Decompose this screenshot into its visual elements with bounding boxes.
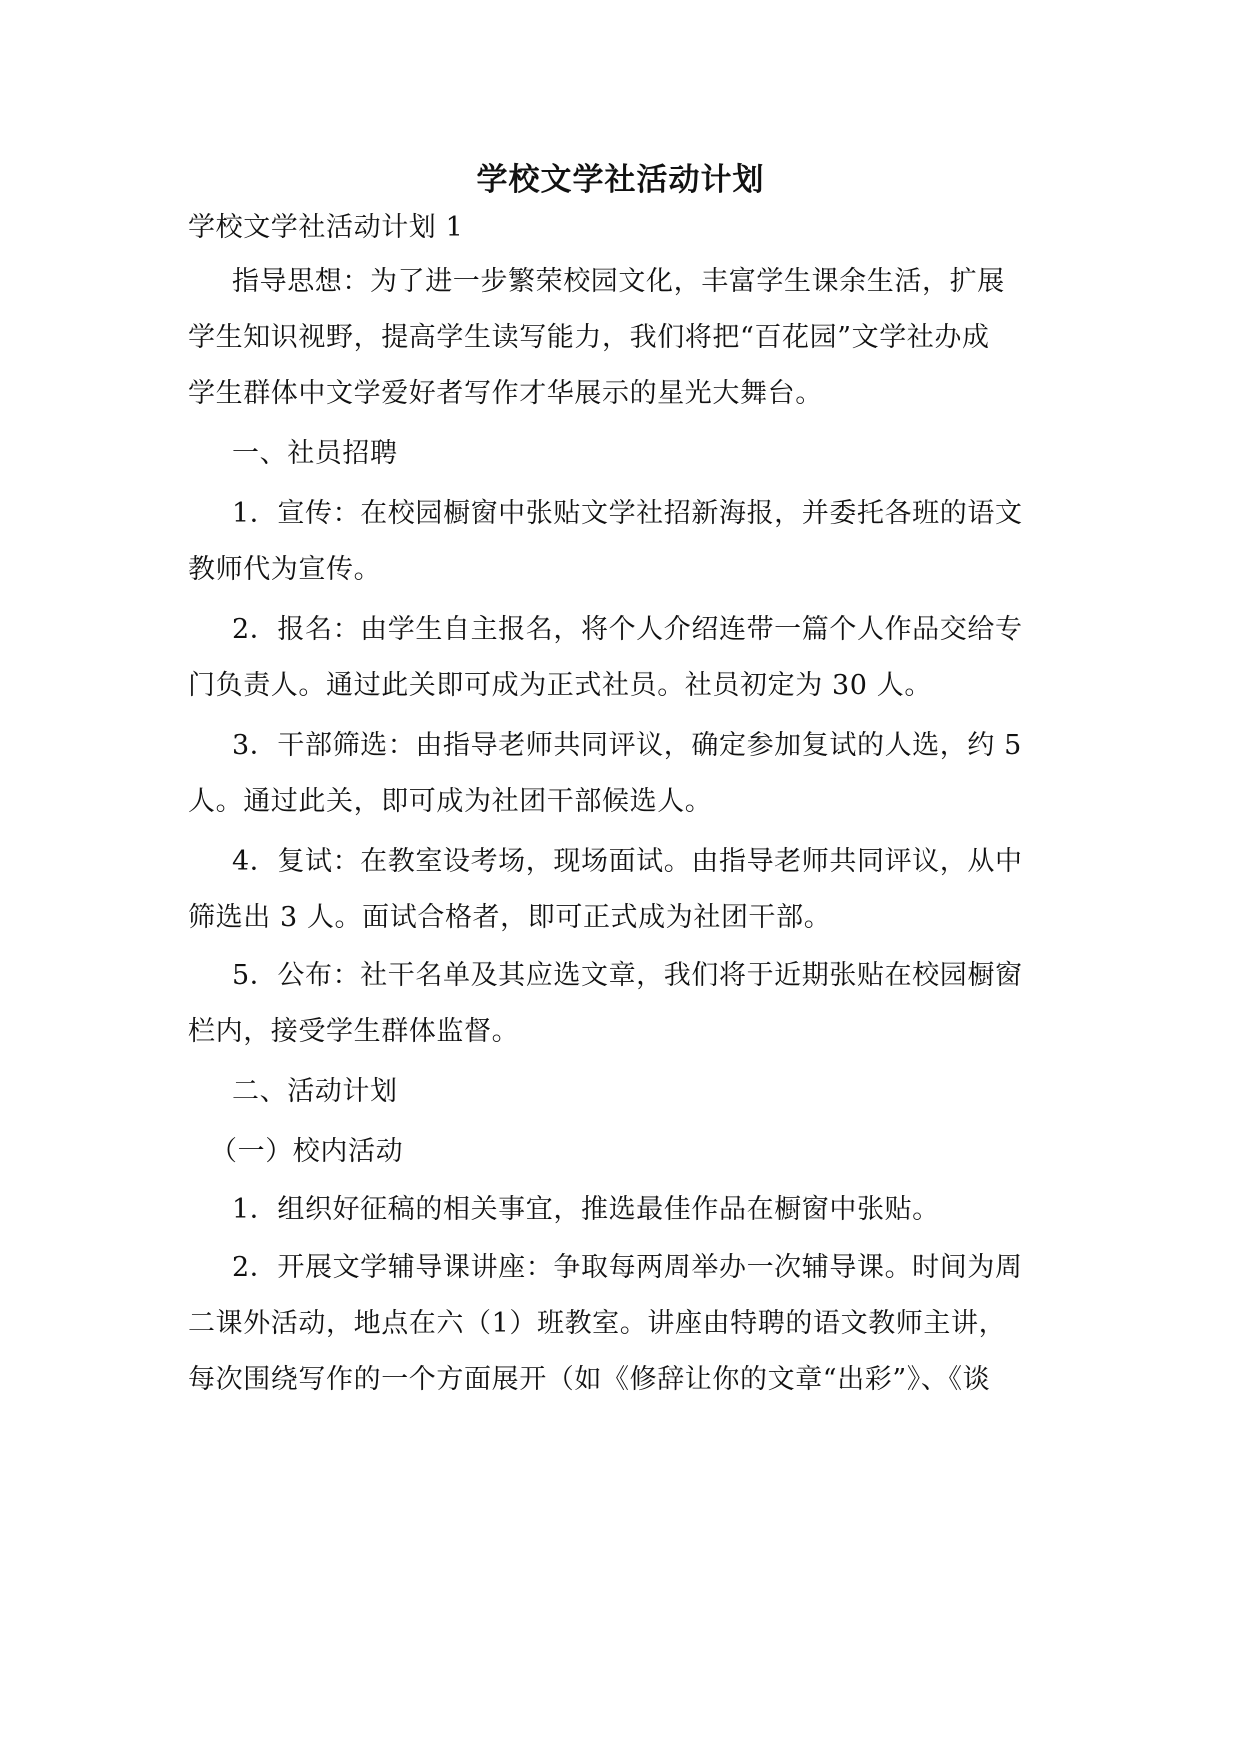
paragraph-line: 指导思想：为了进一步繁荣校园文化，丰富学生课余生活，扩展 [232,266,1005,297]
paragraph-line: 二课外活动，地点在六（1）班教室。讲座由特聘的语文教师主讲， [188,1308,1007,1339]
paragraph-line: 教师代为宣传。 [188,554,382,585]
paragraph-line: 学生知识视野，提高学生读写能力，我们将把“百花园”文学社办成 [188,322,990,353]
section-heading: 二、活动计划 [232,1076,398,1107]
paragraph-line: 3．干部筛选：由指导老师共同评议，确定参加复试的人选，约 5 [232,730,1022,761]
paragraph-line: 1．组织好征稿的相关事宜，推选最佳作品在橱窗中张贴。 [232,1194,940,1225]
document-title: 学校文学社活动计划 [476,162,765,198]
paragraph-line: 栏内，接受学生群体监督。 [188,1016,520,1047]
paragraph-line: 4．复试：在教室设考场，现场面试。由指导老师共同评议，从中 [232,846,1023,877]
paragraph-line: 学生群体中文学爱好者写作才华展示的星光大舞台。 [188,378,823,409]
paragraph-line: 每次围绕写作的一个方面展开（如《修辞让你的文章“出彩”》、《谈 [188,1364,991,1395]
paragraph-line: 1．宣传：在校园橱窗中张贴文学社招新海报，并委托各班的语文 [232,498,1023,529]
section-heading: 一、社员招聘 [232,438,398,469]
subsection-heading: （一）校内活动 [210,1136,404,1167]
section-heading: 学校文学社活动计划 1 [188,212,464,243]
paragraph-line: 2．报名：由学生自主报名，将个人介绍连带一篇个人作品交给专 [232,614,1023,645]
paragraph-line: 5．公布：社干名单及其应选文章，我们将于近期张贴在校园橱窗 [232,960,1023,991]
paragraph-line: 筛选出 3 人。面试合格者，即可正式成为社团干部。 [188,902,832,933]
paragraph-line: 2．开展文学辅导课讲座：争取每两周举办一次辅导课。时间为周 [232,1252,1023,1283]
paragraph-line: 门负责人。通过此关即可成为正式社员。社员初定为 30 人。 [188,670,932,701]
paragraph-line: 人。通过此关，即可成为社团干部候选人。 [188,786,713,817]
